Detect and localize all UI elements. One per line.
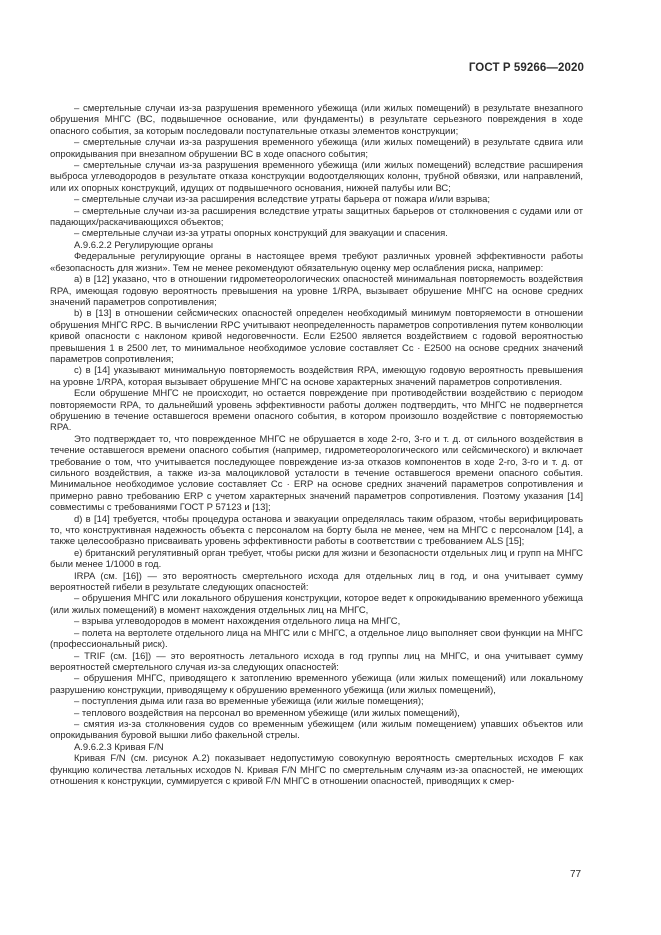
paragraph: – взрыва углеводородов в момент нахождения отдельного лица на МНГС, bbox=[74, 616, 401, 628]
section-heading: А.9.6.2.3 Кривая F/N bbox=[74, 741, 164, 753]
body-text bbox=[50, 103, 583, 787]
paragraph: – смертельные случаи из-за разрушения временного убежища (или жилых помещений) в результате сдвига или опрокидывания при внезапном обрушении ВС в ходе опасного события; bbox=[50, 137, 583, 160]
paragraph: – полета на вертолете отдельного лица на МНГС или с МНГС, а отдельное лицо выполняет свои функции на МНГС (профессиональный риск). bbox=[50, 627, 583, 651]
section-heading: А.9.6.2.2 Регулирующие органы bbox=[74, 239, 214, 251]
paragraph: Федеральные регулирующие органы в настоящее время требуют различных уровней эффективности работы «безопасность для жизни». Тем не менее рекомендуют обязательную оценку мер ослабления риска, например: bbox=[50, 251, 583, 274]
paragraph: d) в [14] требуется, чтобы процедура останова и эвакуации определялась таким образом, чтобы верифицировать то, что конструктивная надежность объекта с персоналом на борту была не менее, чем на МНГС с персоналом [14], а также целесообразно присваивать уровень эффективности работы в соответствии с требованием ALS [15]; bbox=[50, 513, 583, 548]
paragraph: – смертельные случаи из-за расширения вследствие утраты защитных барьеров от столкновения с судами или от падающих/раскачивающихся объектов; bbox=[50, 205, 583, 229]
paragraph: – смертельные случаи из-за разрушения временного убежища (или жилых помещений) вследствие расширения выброса углеводородов в результате отказа конструкции водоотделяющих колонн, трубной обвязки, или направлений, или их опорных конструкций, идущих от подвышечного основания, нижней палубы или ВС; bbox=[50, 160, 583, 194]
paragraph: – обрушения МНГС или локального обрушения конструкции, которое ведет к опрокидыванию временного убежища (или жилых помещений) в момент нахождения отдельных лиц на МНГС, bbox=[50, 593, 583, 616]
paragraph: c) в [14] указывают минимальную повторяемость воздействия RPA, имеющую годовую вероятность превышения на уровне 1/RPA, которая вызывает обрушение МНГС на основе характерных значений параметров сопротивления. bbox=[50, 365, 583, 388]
paragraph: a) в [12] указано, что в отношении гидрометеорологических опасностей минимальная повторяемость воздействия RPA, имеющая годовую вероятность превышения на уровне 1/RPA, вызывает обрушение МНГС на основе средних значений параметров сопротивления; bbox=[50, 274, 583, 308]
paragraph: Кривая F/N (см. рисунок А.2) показывает недопустимую совокупную вероятность смертельных исходов F как функцию количества летальных исходов N. Кривая F/N МНГС по смертельным случаям из-за опасностей, не имеющих отношения к конструкции, суммируется с кривой F/N МНГС в отношении опасностей, приводящих к смер- bbox=[50, 753, 583, 787]
page-number: 77 bbox=[570, 869, 582, 880]
paragraph: – TRIF (см. [16]) — это вероятность летального исхода в год группы лиц на МНГС, и она учитывает сумму вероятностей смертельного случая из-за следующих опасностей: bbox=[50, 650, 583, 673]
paragraph: e) британский регулятивный орган требует, чтобы риски для жизни и безопасности отдельных лиц и групп на МНГС были менее 1/1000 в год. bbox=[50, 547, 583, 571]
paragraph: Это подтверждает то, что поврежденное МНГС не обрушается в ходе 2-го, 3-го и т. д. от сильного воздействия в течение оставшегося времени опасного события (например, гидрометеорологического или сейсмического) и включает требование о том, что учитывается последующее повреждение из-за отказов компонентов в ходе 2-го, 3-го и т. д. от сильного воздействия, а также из-за малоцикловой усталости в течение оставшегося времени опасного события. Минимальное необходимое условие составляет Cc · ERP на основе средних значений параметров сопротивления и примерно равно требованию ERP с учетом характерных значений параметров сопротивления. Поэтому указания [14] совместимы с требованиями ГОСТ Р 57123 и [13]; bbox=[50, 433, 583, 514]
paragraph: – смертельные случаи из-за разрушения временного убежища (или жилых помещений) в результате внезапного обрушения МНГС (ВС, подвышечное основание, или фундаменты) в результате серьезного повреждения в ходе опасного события, за которым последовали поступательные отказы элементов конструкции; bbox=[50, 103, 583, 137]
paragraph: – поступления дыма или газа во временные убежища (или жилые помещения); bbox=[74, 696, 424, 708]
paragraph: – обрушения МНГС, приводящего к затоплению временного убежища (или жилых помещений) или локальному разрушению конструкции, приводящему к обрушению временного убежища (или жилых помещений), bbox=[50, 673, 583, 696]
paragraph: – смятия из-за столкновения судов со временным убежищем (или жилым помещением) упавших объектов или опрокидывания буровой вышки либо факельной стрелы. bbox=[50, 718, 583, 742]
paragraph: b) в [13] в отношении сейсмических опасностей определен необходимый минимум повторяемости в отношении обрушения МНГС RPC. В вычислении RPC учитывают неопределенность параметров сопротивления путем конволюции кривой опасности с наклоном кривой недоговечности. Если E2500 является воздействием с годовой вероятностью превышения 1 в 2500 лет, то минимальное необходимое условие составляет Cc · E2500 на основе средних значений параметров сопротивления; bbox=[50, 308, 583, 365]
paragraph: Если обрушение МНГС не происходит, но остается повреждение при противодействии воздействию с периодом повторяемости RPA, то дальнейший уровень эффективности работы должен подтвердить, что МНГС не подвергнется обрушению в течение оставшегося времени опасного события, в котором произошло воздействие с повторяемостью RPA. bbox=[50, 388, 583, 434]
paragraph: IRPA (см. [16]) — это вероятность смертельного исхода для отдельных лиц в год, и она учитывает сумму вероятностей гибели в результате следующих опасностей: bbox=[50, 570, 583, 594]
standard-header: ГОСТ Р 59266—2020 bbox=[468, 62, 584, 74]
paragraph: – смертельные случаи из-за утраты опорных конструкций для эвакуации и спасения. bbox=[74, 228, 448, 240]
paragraph: – теплового воздействия на персонал во временном убежище (или жилых помещений), bbox=[74, 707, 460, 719]
paragraph: – смертельные случаи из-за расширения вследствие утраты барьера от пожара и/или взрыва; bbox=[74, 194, 490, 206]
